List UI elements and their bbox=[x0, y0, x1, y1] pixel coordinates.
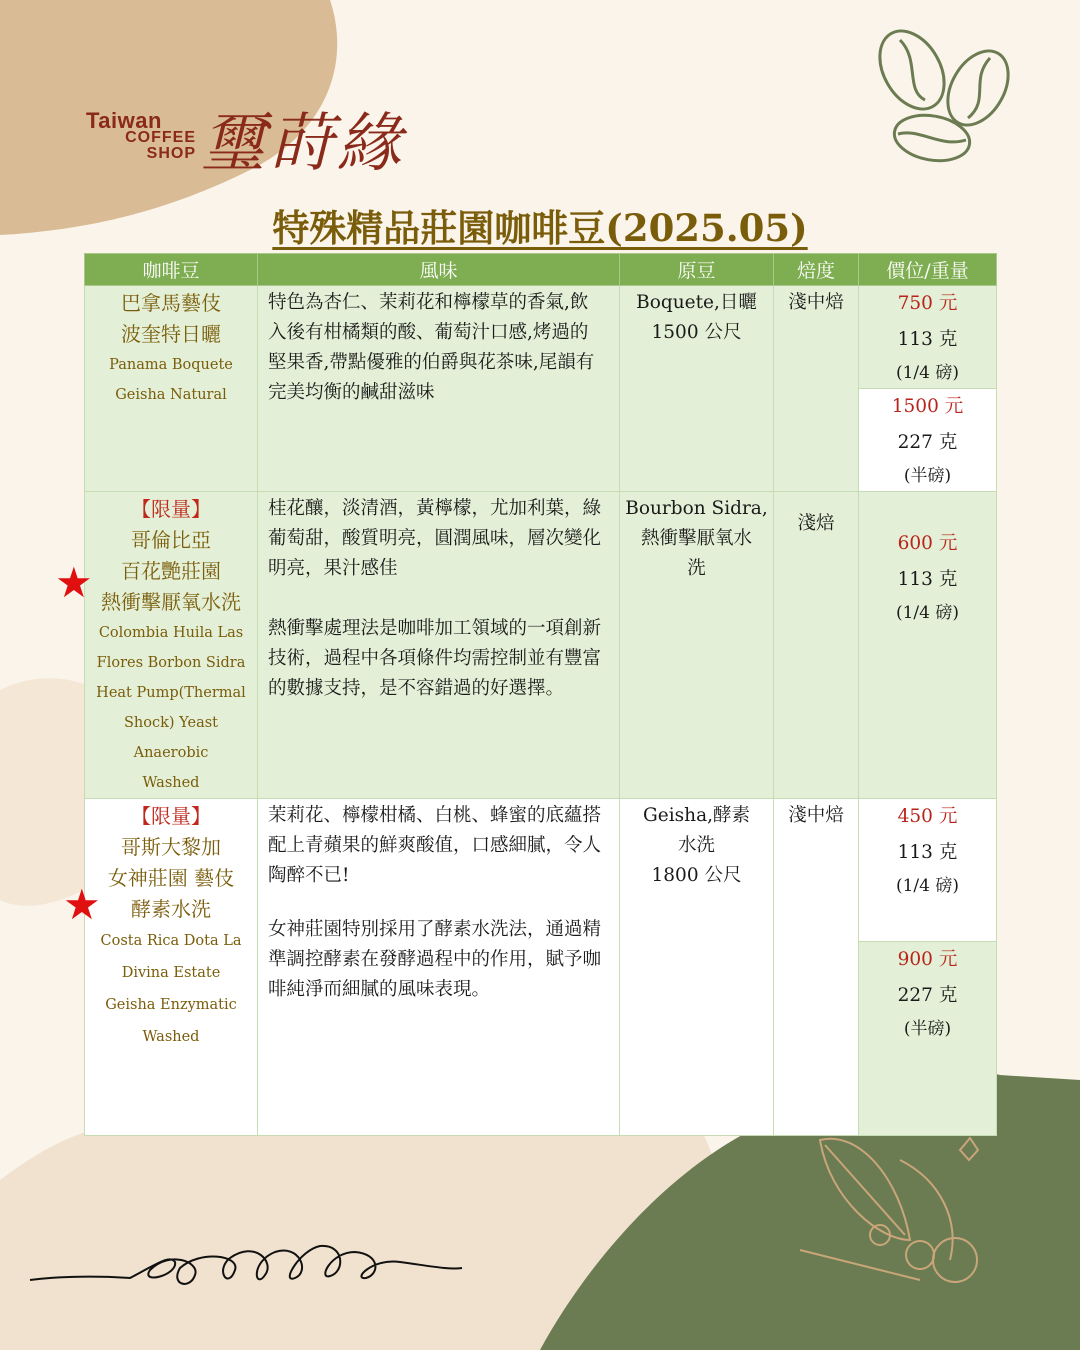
origin-line: 熱衝擊厭氧水 bbox=[640, 528, 752, 549]
col-header-origin: 原豆 bbox=[620, 254, 774, 286]
table-row bbox=[85, 799, 997, 942]
price-value: 600 元 bbox=[897, 533, 958, 554]
flavor-text: 茉莉花、檸檬柑橘、白桃、蜂蜜的底蘊搭配上青蘋果的鮮爽酸值，口感細膩，令人陶醉不已! bbox=[268, 805, 602, 886]
star-icon: ★ bbox=[63, 880, 101, 929]
logo-line-shop: SHOP bbox=[146, 145, 196, 162]
bean-name-zh: 酵素水洗 bbox=[131, 897, 211, 921]
flavor-text: 桂花釀，淡清酒，黃檸檬，尤加利葉，綠葡萄甜，酸質明亮，圓潤風味，層次變化明亮，果汁感佳 bbox=[268, 498, 602, 579]
bean-name-en: Washed bbox=[142, 1029, 200, 1045]
origin-cell bbox=[620, 799, 774, 1136]
col-header-roast: 焙度 bbox=[774, 254, 859, 286]
bean-name-en: Costa Rica Dota La bbox=[100, 933, 242, 949]
bean-name-en: Geisha Natural bbox=[115, 387, 227, 403]
logo-chinese-name: 璽莳緣 bbox=[201, 107, 405, 181]
table-row bbox=[85, 286, 997, 389]
price-value: 450 元 bbox=[897, 806, 958, 827]
col-header-price: 價位/重量 bbox=[859, 254, 997, 286]
star-icon: ★ bbox=[55, 558, 93, 607]
bean-name-zh: 熱衝擊厭氧水洗 bbox=[101, 590, 241, 614]
bean-name-en: Panama Boquete bbox=[109, 357, 233, 373]
price-weight: 113 克 bbox=[897, 569, 958, 590]
origin-line: 洗 bbox=[687, 558, 706, 579]
flavor-note: 女神莊園特別採用了酵素水洗法，通過精準調控酵素在發酵過程中的作用，賦予咖啡純淨而細膩的風味表現。 bbox=[268, 919, 602, 1000]
bean-name-cell bbox=[85, 286, 258, 492]
bean-name-en: Heat Pump(Thermal bbox=[96, 685, 246, 701]
bean-name-en: Washed bbox=[142, 775, 200, 791]
price-unit: (半磅) bbox=[903, 466, 952, 486]
origin-line: Bourbon Sidra, bbox=[625, 498, 768, 519]
price-cell bbox=[859, 799, 997, 942]
price-cell bbox=[859, 389, 997, 492]
bean-name-en: Colombia Huila Las bbox=[98, 625, 244, 641]
origin-line: Geisha,酵素 bbox=[643, 805, 750, 826]
price-cell bbox=[859, 286, 997, 389]
flavor-note: 熱衝擊處理法是咖啡加工領域的一項創新技術，過程中各項條件均需控制並有豐富的數據支持，是不容錯過的好選擇。 bbox=[268, 618, 602, 699]
price-cell bbox=[859, 942, 997, 1136]
price-unit: (1/4 磅) bbox=[895, 876, 960, 896]
bean-name-en: Divina Estate bbox=[121, 965, 221, 981]
flavor-cell: 特色為杏仁、茉莉花和檸檬草的香氣,飲入後有柑橘類的酸、葡萄汁口感,烤過的堅果香,帶點優雅的伯爵與花茶味,尾韻有完美均衡的鹹甜滋味 bbox=[258, 286, 620, 492]
bean-name-zh: 巴拿馬藝伎 bbox=[121, 291, 221, 315]
col-header-flavor: 風味 bbox=[258, 254, 620, 286]
bean-name-en: Shock) Yeast Anaerobic bbox=[124, 715, 218, 761]
roast-cell: 淺中焙 bbox=[774, 286, 859, 492]
bean-name-zh: 女神莊園 藝伎 bbox=[107, 866, 235, 890]
origin-line: 1500 公尺 bbox=[651, 322, 742, 343]
bean-name-cell bbox=[85, 799, 258, 1136]
price-cell bbox=[859, 492, 997, 799]
origin-line: 1800 公尺 bbox=[651, 865, 742, 886]
price-unit: (半磅) bbox=[903, 1019, 952, 1039]
price-value: 900 元 bbox=[897, 949, 958, 970]
table-header-row bbox=[85, 254, 997, 286]
price-weight: 113 克 bbox=[897, 329, 958, 350]
coffee-price-table bbox=[84, 253, 997, 1136]
table-row bbox=[85, 492, 997, 799]
logo-line-coffee: COFFEE bbox=[125, 129, 196, 146]
price-unit: (1/4 磅) bbox=[895, 603, 960, 623]
origin-cell bbox=[620, 286, 774, 492]
origin-line: 水洗 bbox=[677, 835, 715, 856]
bean-name-en: Flores Borbon Sidra bbox=[96, 655, 246, 671]
bean-name-en: Geisha Enzymatic bbox=[105, 997, 237, 1013]
bean-name-zh: 波奎特日曬 bbox=[121, 322, 221, 346]
price-value: 1500 元 bbox=[891, 396, 964, 417]
flavor-cell bbox=[258, 492, 620, 799]
limited-badge: 【限量】 bbox=[131, 497, 211, 521]
col-header-bean: 咖啡豆 bbox=[85, 254, 258, 286]
logo-line-taiwan: Taiwan bbox=[86, 108, 162, 133]
limited-badge: 【限量】 bbox=[131, 804, 211, 828]
bean-name-zh: 哥斯大黎加 bbox=[121, 835, 221, 859]
flavor-cell bbox=[258, 799, 620, 1136]
price-value: 750 元 bbox=[897, 293, 958, 314]
price-weight: 227 克 bbox=[897, 985, 958, 1006]
price-weight: 113 克 bbox=[897, 842, 958, 863]
shop-logo bbox=[86, 92, 446, 192]
roast-cell: 淺焙 bbox=[774, 492, 859, 799]
page-title: 特殊精品莊園咖啡豆(2025.05) bbox=[272, 206, 808, 250]
origin-line: Boquete,日曬 bbox=[636, 292, 757, 313]
price-weight: 227 克 bbox=[897, 432, 958, 453]
price-unit: (1/4 磅) bbox=[895, 363, 960, 383]
logo-english bbox=[86, 110, 196, 162]
bean-name-zh: 哥倫比亞 bbox=[131, 528, 211, 552]
bean-name-zh: 百花艷莊園 bbox=[121, 559, 221, 583]
roast-cell: 淺中焙 bbox=[774, 799, 859, 1136]
origin-cell bbox=[620, 492, 774, 799]
bean-name-cell bbox=[85, 492, 258, 799]
